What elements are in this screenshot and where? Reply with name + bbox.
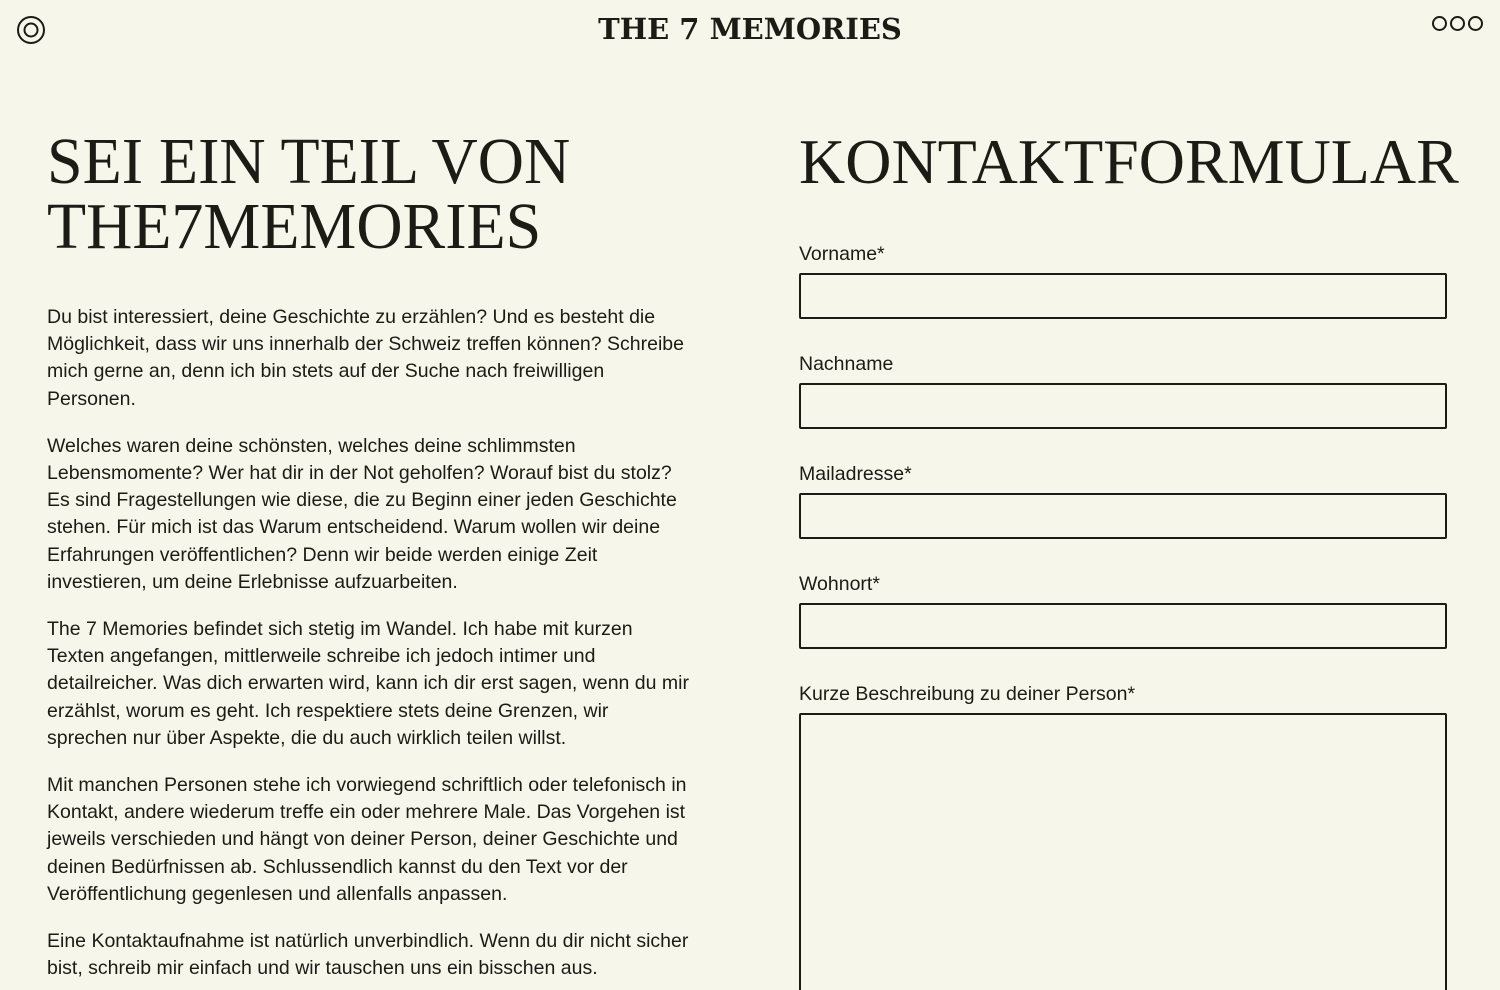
last-name-label: Nachname xyxy=(799,353,894,375)
intro-section xyxy=(47,124,697,990)
intro-title xyxy=(47,124,697,263)
intro-paragraph: Mit manchen Personen stehe ich vorwiegend schriftlich oder telefonisch in Kontakt, andere wiederum treffe ein oder mehrere Male. Das Vorgehen ist jeweils verschieden und hängt von deiner Person, deiner Geschichte und deinen Bedürfnissen ab. Schlussendlich kannst du den Text vor der Veröffentlichung gegenlesen und allenfalls anpassen. xyxy=(47,774,687,905)
description-label: Kurze Beschreibung zu deiner Person* xyxy=(799,683,1136,705)
residence-input[interactable] xyxy=(799,603,1447,649)
menu-dots-icon[interactable] xyxy=(1432,16,1483,31)
menu-dot xyxy=(1450,16,1465,31)
first-name-label: Vorname* xyxy=(799,243,885,265)
site-logo[interactable]: THE 7 MEMORIES xyxy=(598,12,902,46)
field-description xyxy=(799,681,1447,990)
field-first-name xyxy=(799,241,1447,319)
field-last-name xyxy=(799,351,1447,429)
contact-form xyxy=(799,241,1447,990)
email-input[interactable] xyxy=(799,493,1447,539)
intro-paragraph: Du bist interessiert, deine Geschichte zu erzählen? Und es besteht die Möglichkeit, dass wir uns innerhalb der Schweiz treffen können? Schreibe mich gerne an, denn ich bin stets auf der Suche nach freiwilligen Personen. xyxy=(47,306,684,410)
email-label: Mailadresse* xyxy=(799,463,912,485)
field-email xyxy=(799,461,1447,539)
residence-label: Wohnort* xyxy=(799,573,880,595)
field-residence xyxy=(799,571,1447,649)
menu-dot xyxy=(1468,16,1483,31)
description-textarea[interactable] xyxy=(799,713,1447,990)
intro-paragraph: Eine Kontaktaufnahme ist natürlich unverbindlich. Wenn du dir nicht sicher bist, schreib mir einfach und wir tauschen uns ein bisschen aus. xyxy=(47,930,689,980)
contact-form-section xyxy=(799,126,1459,990)
last-name-input[interactable] xyxy=(799,383,1447,429)
first-name-input[interactable] xyxy=(799,273,1447,319)
contact-form-title: KONTAKTFORMULAR xyxy=(799,126,1459,197)
intro-title-line-2: THE7MEMORIES xyxy=(47,189,542,263)
intro-title-line-1: SEI EIN TEIL VON xyxy=(47,124,571,198)
menu-dot xyxy=(1432,16,1447,31)
intro-paragraph: Welches waren deine schönsten, welches deine schlimmsten Lebensmomente? Wer hat dir in der Not geholfen? Worauf bist du stolz? Es sind Fragestellungen wie diese, die zu Beginn einer jeden Geschichte stehen. Für mich ist das Warum entscheidend. Warum wollen wir deine Erfahrungen veröffentlichen? Denn wir beide werden einige Zeit investieren, um deine Erlebnisse aufzuarbeiten. xyxy=(47,434,677,593)
intro-paragraph: The 7 Memories befindet sich stetig im Wandel. Ich habe mit kurzen Texten angefangen, mittlerweile schreibe ich jedoch intimer und detailreicher. Was dich erwarten wird, kann ich dir erst sagen, wenn du mir erzählst, worum es geht. Ich respektiere stets deine Grenzen, wir sprechen nur über Aspekte, die du auch wirklich teilen willst. xyxy=(47,618,689,749)
site-header xyxy=(0,0,1500,60)
